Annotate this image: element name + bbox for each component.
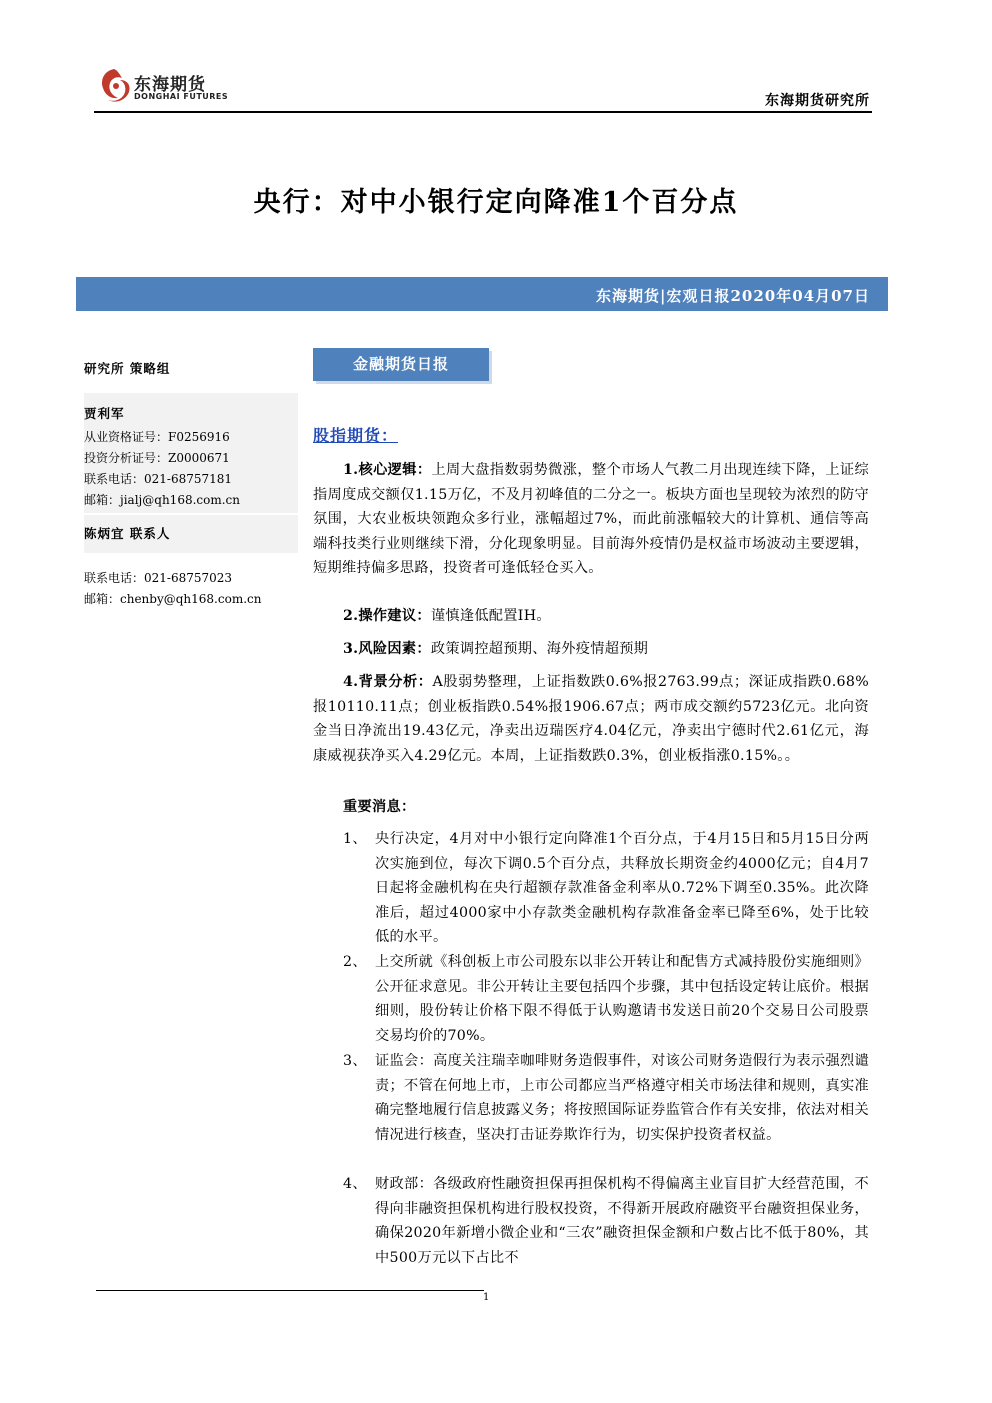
point-core-logic <box>313 458 869 581</box>
qualification-cert: 从业资格证号：F0256916 <box>84 430 230 444</box>
section-title: 股指期货： <box>313 426 399 445</box>
footer-divider <box>96 1290 484 1291</box>
company-logo <box>96 66 236 110</box>
news-text: 央行决定，4月对中小银行定向降准1个百分点，于4月15日和5月15日分两次实施到位，每次下调0.5个百分点，共释放长期资金约4000亿元；自4月7日起将金融机构在央行超额存款准备金利率从0.72%下调至0.35%。此次降准后，超过4000家中小存款类金融机构存款准备金率已降至6%，处于比较低的水平。 <box>375 831 869 945</box>
news-number: 1、 <box>343 831 367 847</box>
news-item <box>343 827 869 949</box>
news-number: 3、 <box>343 1053 367 1069</box>
contact-email: 邮箱：chenby@qh168.com.cn <box>84 592 262 606</box>
contact-phone: 联系电话：021-68757181 <box>84 472 233 486</box>
banner-text: 东海期货|宏观日报2020年04月07日 <box>596 287 870 305</box>
point-label: 4.背景分析： <box>343 674 433 690</box>
contact-person-name: 陈炳宜 联系人 <box>84 515 298 553</box>
analyst-name: 贾利军 <box>84 406 125 421</box>
point-label: 1.核心逻辑： <box>343 462 432 478</box>
report-banner <box>76 277 888 311</box>
point-background <box>313 670 869 768</box>
institute-name: 东海期货研究所 <box>765 93 870 109</box>
news-item <box>343 950 869 1048</box>
news-item <box>343 1049 869 1171</box>
analyst-card-1 <box>84 393 298 513</box>
page-number: 1 <box>483 1292 490 1303</box>
department-label: 研究所 策略组 <box>84 361 171 376</box>
news-heading: 重要消息： <box>343 799 416 815</box>
news-text: 证监会：高度关注瑞幸咖啡财务造假事件，对该公司财务造假行为表示强烈谴责；不管在何地上市，上市公司都应当严格遵守相关市场法律和规则，真实准确完整地履行信息披露义务；将按照国际证券监管合作有关安排，依法对相关情况进行核查，坚决打击证券欺诈行为，切实保护投资者权益。 <box>375 1053 869 1143</box>
contact-phone: 联系电话：021-68757023 <box>84 571 233 585</box>
point-suggestion <box>313 604 869 629</box>
point-label: 2.操作建议： <box>343 608 431 624</box>
news-item <box>343 1172 869 1282</box>
news-text: 上交所就《科创板上市公司股东以非公开转让和配售方式减持股份实施细则》公开征求意见。非公开转让主要包括四个步骤，其中包括设定转让底价。根据细则，股份转让价格下限不得低于认购邀请书发送日前20个交易日公司股票交易均价的70%。 <box>375 954 869 1044</box>
point-risk <box>313 637 869 662</box>
point-text: 上周大盘指数弱势微涨，整个市场人气教二月出现连续下降，上证综指周度成交额仅1.15万亿，不及月初峰值的二分之一。板块方面也呈现较为浓烈的防守氛围，大农业板块领跑众多行业，涨幅超过7%，而此前涨幅较大的计算机、通信等高端科技类行业则继续下滑，分化现象明显。目前海外疫情仍是权益市场波动主要逻辑，短期维持偏多思路，投资者可逢低轻仓买入。 <box>313 462 869 576</box>
point-label: 3.风险因素： <box>343 641 431 657</box>
news-text: 财政部：各级政府性融资担保再担保机构不得偏离主业盲目扩大经营范围，不得向非融资担保机构进行股权投资，不得新开展政府融资平台融资担保业务，确保2020年新增小微企业和“三农”融资担保金额和户数占比不低于80%，其中500万元以下占比不 <box>375 1176 869 1266</box>
dragon-logo-icon <box>96 66 132 106</box>
logo-english-text: DONGHAI FUTURES <box>134 92 229 101</box>
report-title: 央行：对中小银行定向降准1个百分点 <box>253 187 739 218</box>
point-text: A股弱势整理，上证指数跌0.6%报2763.99点；深证成指跌0.68%报10110.11点；创业板指跌0.54%报1906.67点；两市成交额约5723亿元。北向资金当日净流出19.43亿元，净卖出迈瑞医疗4.04亿元，净卖出宁德时代2.61亿元，海康威视获净买入4.29亿元。本周，上证指数跌0.3%，创业板指涨0.15%。。 <box>313 674 869 764</box>
point-text: 谨慎逢低配置IH。 <box>430 608 551 624</box>
logo-chinese-text: 东海期货 <box>134 75 206 95</box>
point-text: 政策调控超预期、海外疫情超预期 <box>430 641 649 657</box>
news-number: 4、 <box>343 1176 367 1192</box>
news-number: 2、 <box>343 954 367 970</box>
header-divider <box>94 111 872 113</box>
investment-cert: 投资分析证号：Z0000671 <box>84 451 230 465</box>
contact-person-info <box>84 568 298 610</box>
contact-email: 邮箱：jialj@qh168.com.cn <box>84 493 240 507</box>
report-category-tag: 金融期货日报 <box>313 348 489 381</box>
